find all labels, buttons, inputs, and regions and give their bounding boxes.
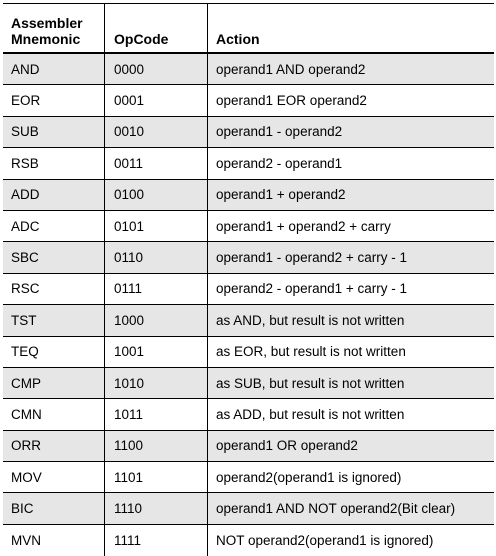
mnemonic-cell: ADD	[3, 180, 105, 210]
action-cell: as ADD, but result is not written	[216, 406, 405, 422]
action-cell: as SUB, but result is not written	[216, 375, 405, 391]
table-row	[3, 525, 494, 556]
table-row	[3, 54, 494, 85]
mnemonic-cell: TST	[3, 305, 105, 335]
table-row	[3, 242, 494, 273]
opcode-cell: 1101	[105, 462, 208, 492]
mnemonic-cell: RSC	[3, 274, 105, 304]
mnemonic-cell: MVN	[3, 525, 105, 556]
table-row	[3, 211, 494, 242]
action-cell: operand1 + operand2	[216, 187, 346, 203]
action-cell: as EOR, but result is not written	[216, 344, 406, 360]
action-cell: operand2(operand1 is ignored)	[216, 469, 402, 485]
action-cell: operand1 AND NOT operand2(Bit clear)	[216, 501, 456, 517]
mnemonic-cell: SBC	[3, 242, 105, 272]
mnemonic-cell: TEQ	[3, 337, 105, 367]
opcode-cell: 0001	[105, 85, 208, 115]
opcode-cell: 0100	[105, 180, 208, 210]
mnemonic-cell: EOR	[3, 85, 105, 115]
table-row	[3, 337, 494, 368]
opcode-cell: 1011	[105, 399, 208, 429]
mnemonic-cell: BIC	[3, 493, 105, 523]
action-cell: operand1 + operand2 + carry	[216, 218, 391, 234]
table-row	[3, 368, 494, 399]
action-cell: operand2 - operand1	[216, 155, 343, 171]
mnemonic-cell: AND	[3, 54, 105, 84]
opcode-cell: 1100	[105, 431, 208, 461]
opcode-cell: 0101	[105, 211, 208, 241]
mnemonic-cell: RSB	[3, 148, 105, 178]
header-opcode: OpCode	[105, 4, 208, 52]
opcode-cell: 0010	[105, 117, 208, 147]
table-row	[3, 117, 494, 148]
header-mnemonic	[3, 4, 105, 52]
opcode-cell: 0110	[105, 242, 208, 272]
opcode-cell: 0011	[105, 148, 208, 178]
action-cell: operand1 EOR operand2	[216, 93, 367, 109]
opcode-cell: 0000	[105, 54, 208, 84]
header-mnemonic-line2: Mnemonic	[11, 31, 81, 47]
header-action: Action	[216, 31, 260, 47]
table-row	[3, 462, 494, 493]
table-row	[3, 431, 494, 462]
mnemonic-cell: CMP	[3, 368, 105, 398]
opcode-cell: 1010	[105, 368, 208, 398]
mnemonic-cell: SUB	[3, 117, 105, 147]
action-cell: operand1 OR operand2	[216, 438, 358, 454]
action-cell: operand1 - operand2	[216, 124, 343, 140]
opcode-cell: 1000	[105, 305, 208, 335]
table-header	[3, 4, 494, 54]
opcode-cell: 1111	[105, 525, 208, 556]
table-row	[3, 180, 494, 211]
action-cell: operand1 - operand2 + carry - 1	[216, 250, 407, 266]
opcode-cell: 1110	[105, 493, 208, 523]
action-cell: operand1 AND operand2	[216, 61, 366, 77]
opcode-table	[3, 3, 494, 556]
table-row	[3, 305, 494, 336]
action-cell: as AND, but result is not written	[216, 312, 405, 328]
mnemonic-cell: ADC	[3, 211, 105, 241]
action-cell: NOT operand2(operand1 is ignored)	[216, 533, 434, 549]
header-mnemonic-line1: Assembler	[11, 15, 83, 31]
table-row	[3, 148, 494, 179]
table-row	[3, 399, 494, 430]
mnemonic-cell: MOV	[3, 462, 105, 492]
table-row	[3, 493, 494, 524]
mnemonic-cell: ORR	[3, 431, 105, 461]
opcode-cell: 0111	[105, 274, 208, 304]
table-row	[3, 85, 494, 116]
action-cell: operand2 - operand1 + carry - 1	[216, 281, 407, 297]
opcode-cell: 1001	[105, 337, 208, 367]
table-row	[3, 274, 494, 305]
mnemonic-cell: CMN	[3, 399, 105, 429]
